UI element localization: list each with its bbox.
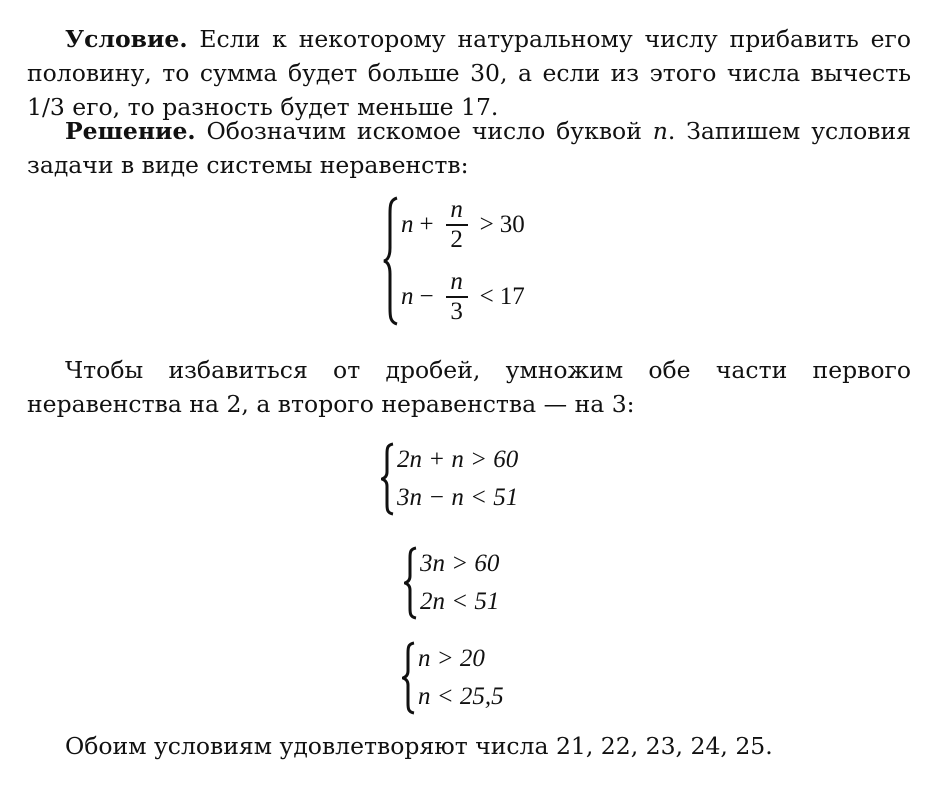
system-2-row-1: 2n + n > 60 <box>397 446 519 473</box>
system-1-row-2 <box>401 268 525 326</box>
s1r1-denominator: 2 <box>450 225 463 253</box>
system-3 <box>404 546 499 620</box>
conclusion-paragraph: Обоим условиям удовлетворяют числа 21, 22, 23, 24, 25. <box>65 732 773 760</box>
system-4-row-2: n < 25,5 <box>418 683 504 710</box>
left-brace-icon <box>383 196 399 326</box>
s1r1-op: + <box>419 210 434 238</box>
s1r1-numerator: n <box>450 196 463 223</box>
system-1 <box>383 196 525 326</box>
system-3-row-1: 3n > 60 <box>420 550 500 577</box>
left-brace-icon <box>404 546 418 620</box>
s1r2-rel: < <box>479 283 494 311</box>
s1r2-var: n <box>401 283 414 311</box>
solution-label: Решение. <box>65 117 196 145</box>
s1r1-rel: > <box>479 210 494 238</box>
system-2-row-2: 3n − n < 51 <box>397 484 519 511</box>
solution-paragraph <box>27 114 911 182</box>
condition-text: Если к некоторому натуральному числу прибавить его половину, то сумма будет больше 30, а если из этого числа вычесть 1/3 его, то разность будет меньше 17. <box>27 25 911 121</box>
left-brace-icon <box>381 442 395 516</box>
system-2 <box>381 442 518 516</box>
s1r1-rhs: 30 <box>499 210 525 238</box>
explanation-paragraph: Чтобы избавиться от дробей, умножим обе части первого неравенства на 2, а второго неравенства — на 3: <box>27 356 911 418</box>
condition-paragraph <box>27 22 911 124</box>
solution-text-after: . Запишем условия задачи в виде системы неравенств: <box>27 117 911 179</box>
condition-label: Условие. <box>65 25 188 53</box>
system-4-row-1: n > 20 <box>418 645 485 672</box>
s1r2-denominator: 3 <box>450 298 463 325</box>
s1r2-rhs: 17 <box>499 283 525 311</box>
s1r2-op: − <box>419 283 434 311</box>
solution-variable: n <box>652 117 668 145</box>
s1r2-numerator: n <box>450 268 463 296</box>
system-1-row-1 <box>401 196 525 254</box>
left-brace-icon <box>402 641 416 715</box>
system-4 <box>402 641 504 715</box>
system-3-row-2: 2n < 51 <box>420 588 500 615</box>
s1r1-fraction <box>446 196 468 254</box>
s1r1-var: n <box>401 210 414 238</box>
solution-text-before: Обозначим искомое число буквой <box>195 117 653 145</box>
s1r2-fraction <box>446 268 468 326</box>
